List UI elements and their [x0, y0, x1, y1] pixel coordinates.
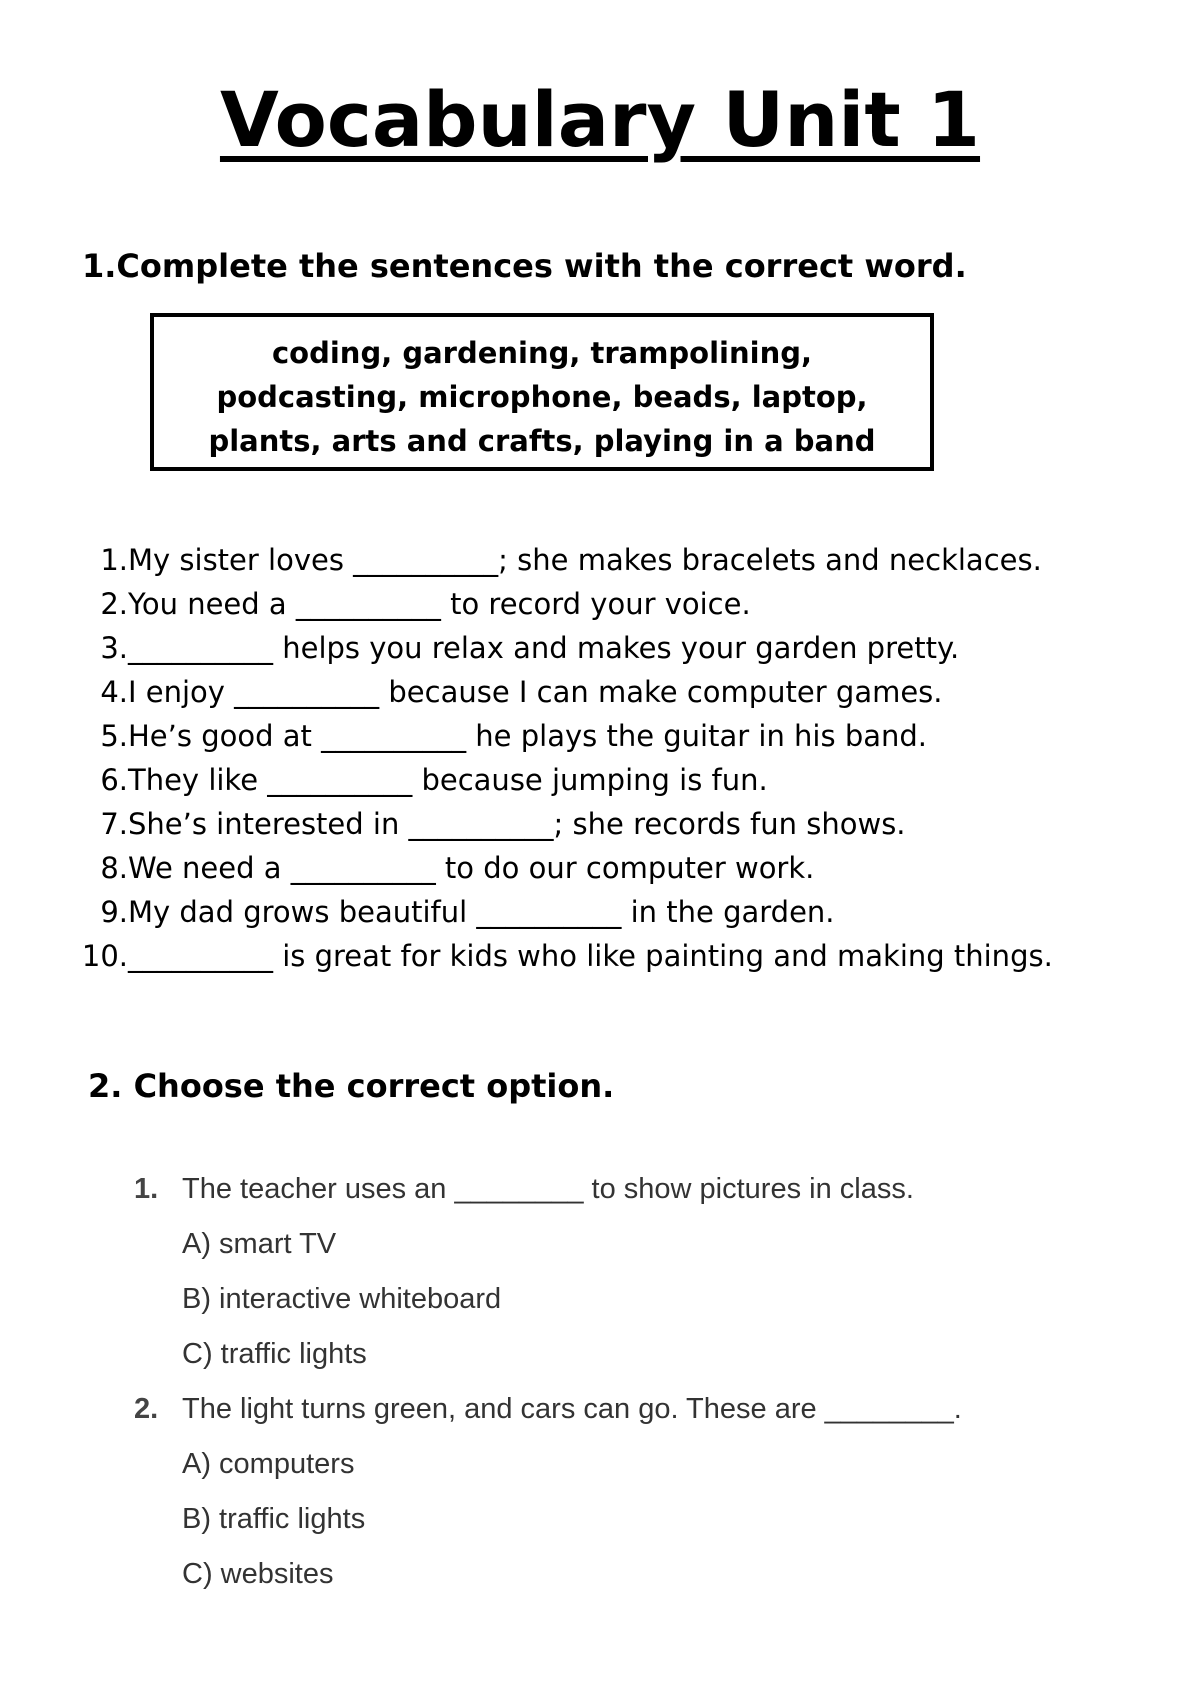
sentence-item — [80, 802, 1180, 846]
sentence-number: 5. — [100, 719, 128, 753]
sentence-number: 1. — [100, 543, 128, 577]
question-item — [134, 1382, 962, 1437]
worksheet-title-text: Vocabulary Unit 1 — [219, 75, 981, 164]
sentence-text: They like __________ because jumping is fun. — [128, 763, 768, 797]
answer-option: B) interactive whiteboard — [182, 1283, 502, 1315]
sentence-text: He’s good at __________ he plays the guitar in his band. — [128, 719, 928, 753]
question-item — [134, 1162, 962, 1217]
sentence-item — [80, 626, 1180, 670]
sentence-number: 9. — [100, 895, 128, 929]
sentence-text: We need a __________ to do our computer work. — [128, 851, 815, 885]
question-text: The light turns green, and cars can go. These are ________. — [182, 1393, 962, 1425]
sentence-item — [80, 582, 1180, 626]
sentence-item — [80, 934, 1180, 978]
sentence-item — [80, 758, 1180, 802]
answer-option: C) traffic lights — [182, 1338, 367, 1370]
sentence-number: 6. — [100, 763, 128, 797]
sentence-item — [80, 670, 1180, 714]
word-bank-box: coding, gardening, trampolining, podcasting, microphone, beads, laptop, plants, arts and crafts, playing in a band — [150, 313, 934, 471]
sentence-text: She’s interested in __________; she records fun shows. — [128, 807, 906, 841]
question-number: 2. — [134, 1393, 159, 1425]
sentence-text: __________ is great for kids who like painting and making things. — [128, 939, 1053, 973]
question-number: 1. — [134, 1173, 159, 1205]
sentence-number: 7. — [100, 807, 128, 841]
sentence-text: __________ helps you relax and makes your garden pretty. — [128, 631, 960, 665]
section-1-heading: 1.Complete the sentences with the correct word. — [82, 247, 967, 285]
sentence-number: 8. — [100, 851, 128, 885]
answer-option: C) websites — [182, 1558, 334, 1590]
sentence-item — [80, 846, 1180, 890]
sentence-number: 3. — [100, 631, 128, 665]
answer-option: A) computers — [182, 1448, 355, 1480]
answer-option: B) traffic lights — [182, 1503, 366, 1535]
sentence-item — [80, 890, 1180, 934]
sentence-number: 2. — [100, 587, 128, 621]
question-text: The teacher uses an ________ to show pictures in class. — [182, 1173, 914, 1205]
sentence-text: My dad grows beautiful __________ in the garden. — [128, 895, 835, 929]
multiple-choice-list — [134, 1162, 962, 1602]
sentence-item — [80, 714, 1180, 758]
sentence-text: I enjoy __________ because I can make computer games. — [128, 675, 943, 709]
section-2-heading: 2. Choose the correct option. — [88, 1067, 615, 1105]
answer-option: A) smart TV — [182, 1228, 337, 1260]
sentence-number: 4. — [100, 675, 128, 709]
worksheet-title — [0, 75, 1200, 164]
sentence-text: You need a __________ to record your voice. — [128, 587, 751, 621]
sentence-number: 10. — [81, 939, 128, 973]
sentence-list — [80, 538, 1180, 978]
sentence-item — [80, 538, 1180, 582]
sentence-text: My sister loves __________; she makes bracelets and necklaces. — [128, 543, 1042, 577]
